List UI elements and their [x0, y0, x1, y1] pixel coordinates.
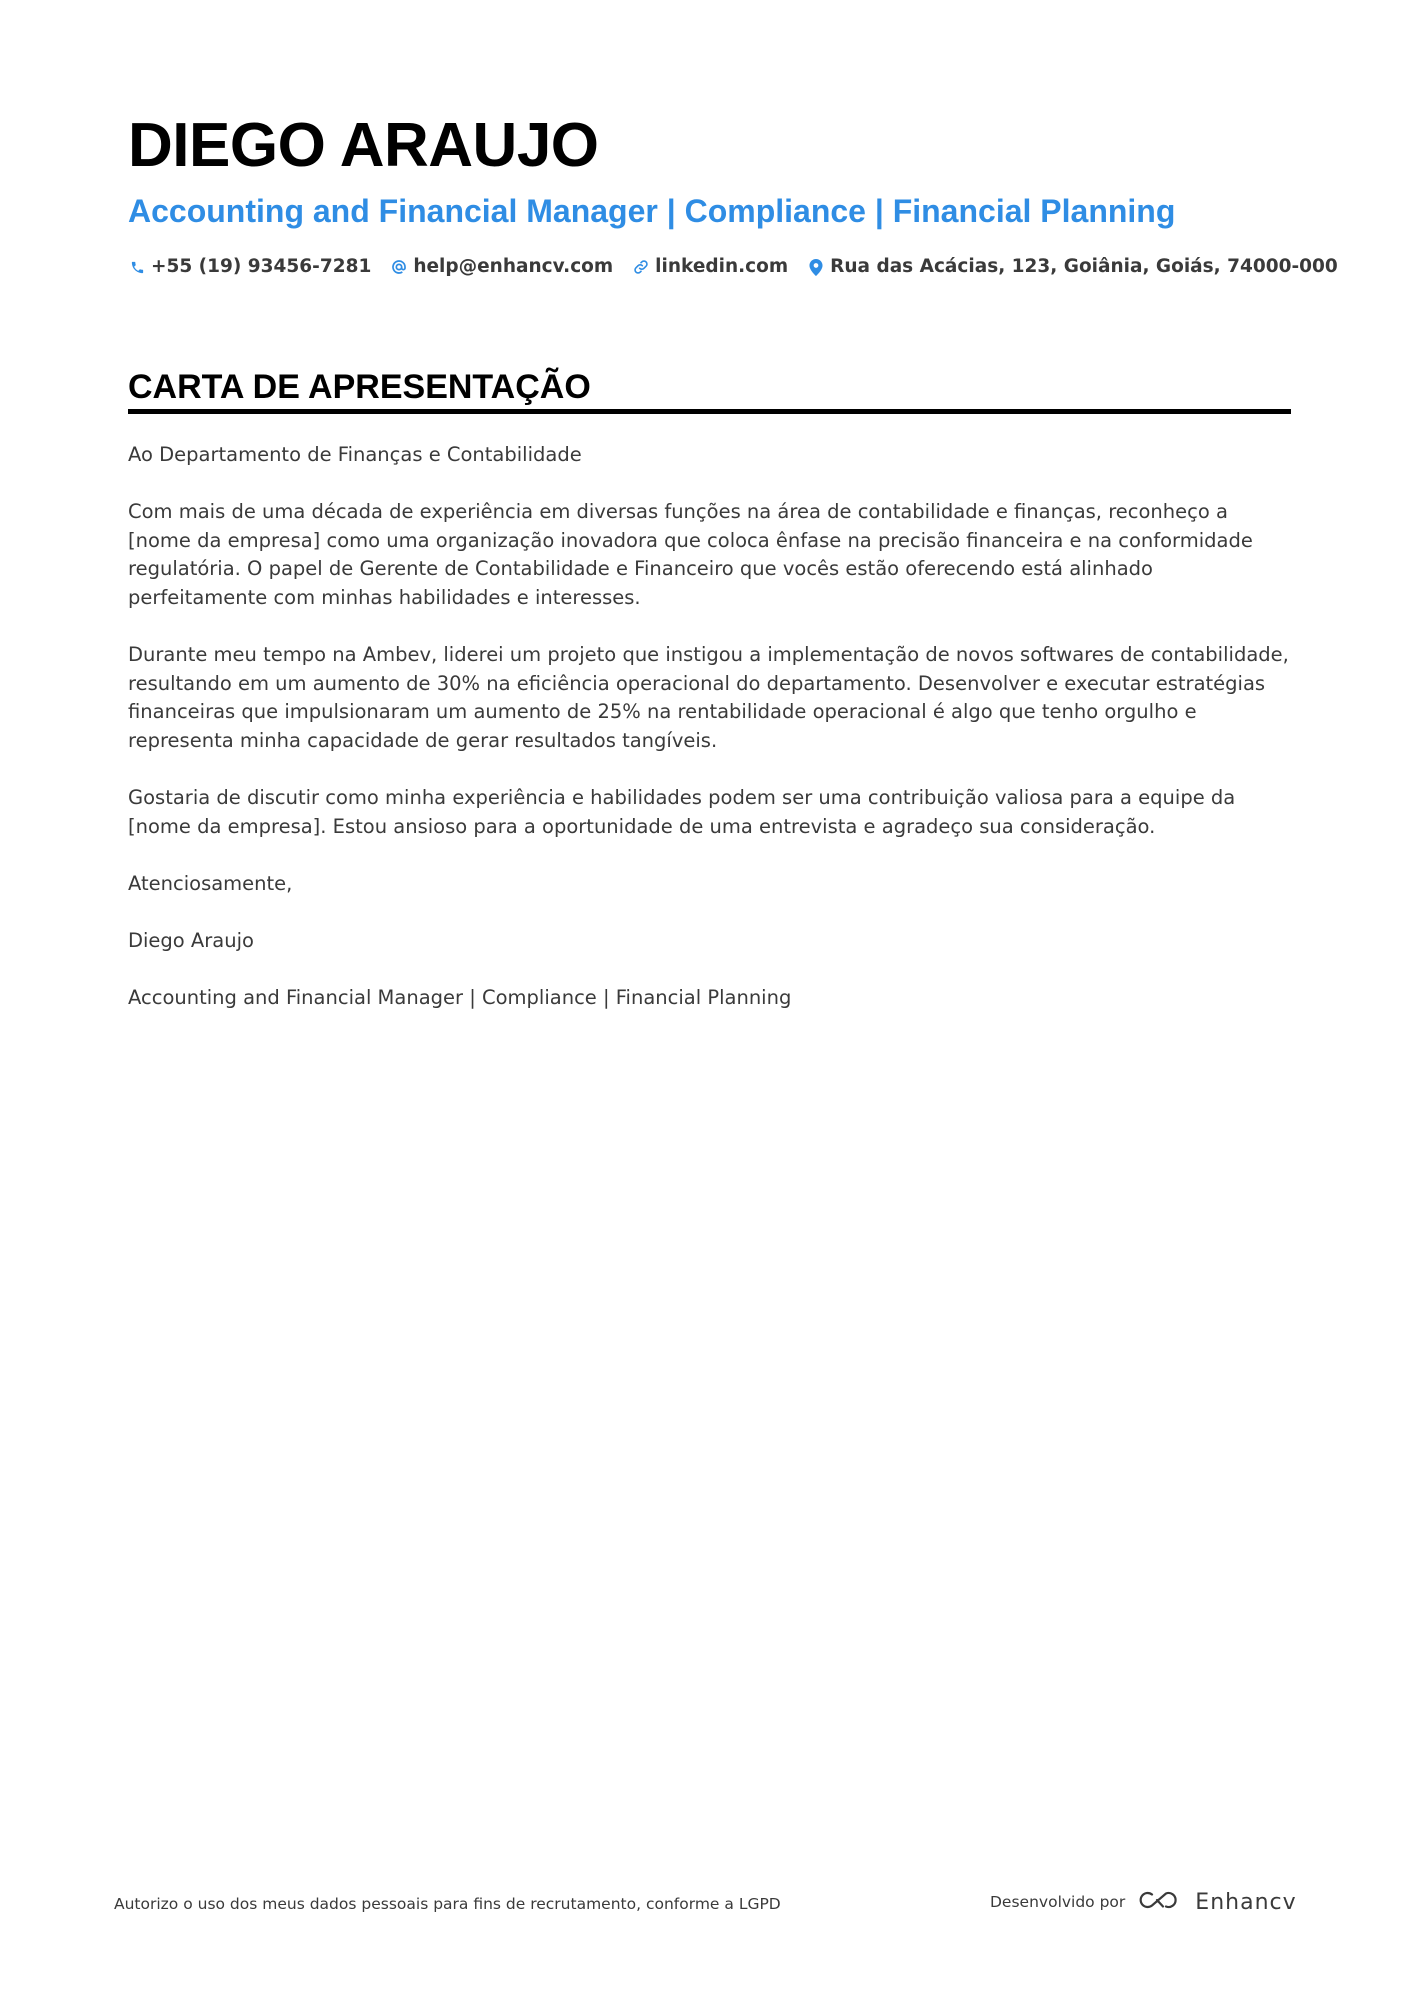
section-divider [128, 409, 1291, 414]
candidate-name: DIEGO ARAUJO [128, 111, 599, 180]
letter-closing: Atenciosamente, [128, 871, 293, 895]
letter-body [128, 441, 1291, 1041]
letter-paragraph: Com mais de uma década de experiência em diversas funções na área de contabilidade e finanças, reconheço a [nome da empresa] como uma organização inovadora que coloca ênfase na precisão financeira e na conformidade regulatória. O papel de Gerente de Contabilidade e Financeiro que vocês estão oferecendo está alinhado perfeitamente com minhas habilidades e interesses. [128, 500, 1253, 609]
contact-phone-text: +55 (19) 93456-7281 [151, 256, 372, 277]
consent-note: Autorizo o uso dos meus dados pessoais para fins de recrutamento, conforme a LGPD [114, 1895, 781, 1913]
powered-by-label: Desenvolvido por [990, 1893, 1126, 1911]
brand-name: Enhancv [1195, 1889, 1297, 1915]
contact-email-text: help@enhancv.com [413, 256, 614, 277]
signature-title: Accounting and Financial Manager | Compliance | Financial Planning [128, 986, 792, 1010]
contact-linkedin-text: linkedin.com [655, 256, 789, 277]
signature-name: Diego Araujo [128, 929, 254, 953]
at-icon [390, 258, 408, 276]
powered-by[interactable] [990, 1888, 1297, 1916]
contact-address-text: Rua das Acácias, 123, Goiânia, Goiás, 74000-000 [830, 256, 1338, 277]
contact-bar [128, 253, 1357, 281]
enhancv-logo-icon [1137, 1888, 1183, 1916]
section-title: CARTA DE APRESENTAÇÃO [128, 368, 591, 406]
contact-email[interactable] [390, 253, 613, 281]
letter-greeting: Ao Departamento de Finanças e Contabilidade [128, 443, 582, 466]
phone-icon [128, 258, 146, 276]
link-icon [632, 258, 650, 276]
contact-phone [128, 253, 371, 281]
location-pin-icon [807, 258, 825, 276]
letter-paragraph: Gostaria de discutir como minha experiência e habilidades podem ser uma contribuição valiosa para a equipe da [nome da empresa]. Estou ansioso para a oportunidade de uma entrevista e agradeço sua consideração. [128, 786, 1236, 838]
contact-linkedin[interactable] [632, 253, 788, 281]
contact-address [807, 253, 1338, 281]
candidate-headline: Accounting and Financial Manager | Compliance | Financial Planning [128, 193, 1176, 229]
letter-paragraph: Durante meu tempo na Ambev, liderei um projeto que instigou a implementação de novos softwares de contabilidade, resultando em um aumento de 30% na eficiência operacional do departamento. Desenvolver e executar estratégias financeiras que impulsionaram um aumento de 25% na rentabilidade operacional é algo que tenho orgulho e representa minha capacidade de gerar resultados tangíveis. [128, 643, 1289, 752]
